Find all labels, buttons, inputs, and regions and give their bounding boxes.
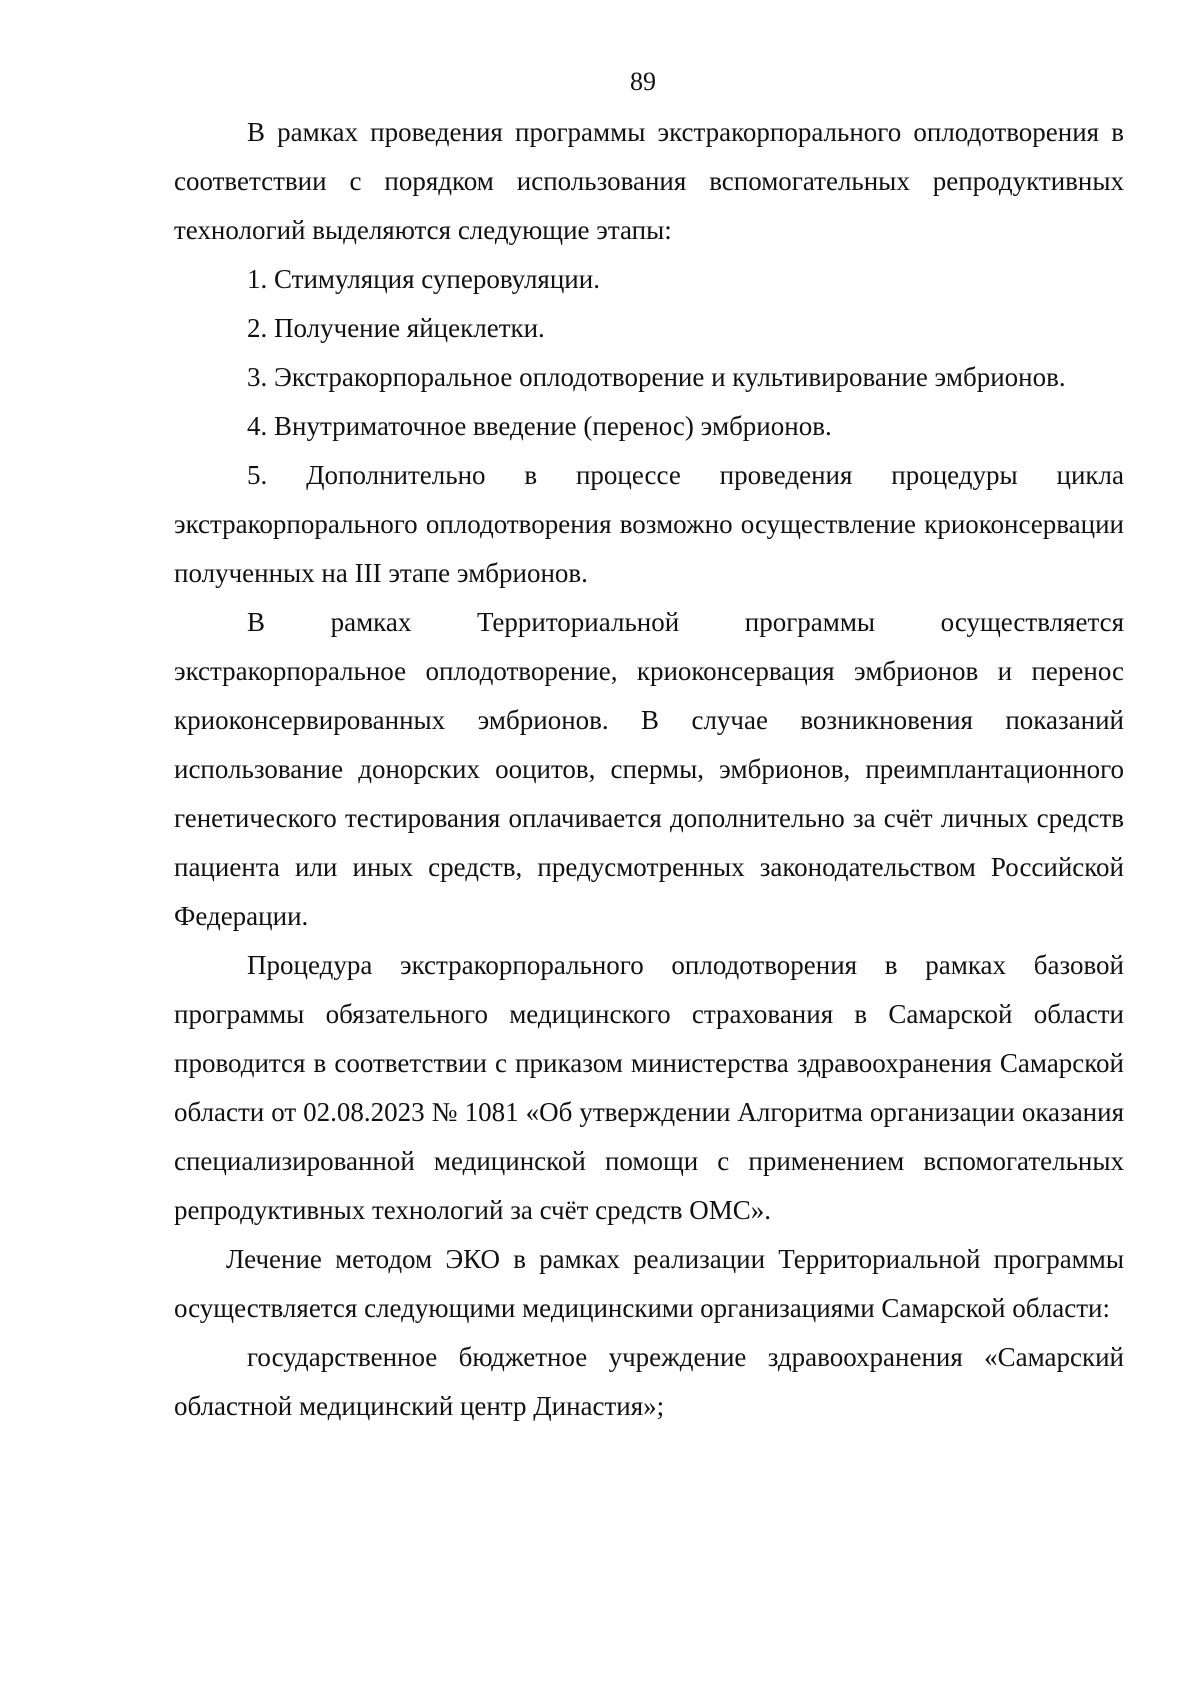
paragraph-intro: В рамках проведения программы экстракорпорального оплодотворения в соответствии с порядком использования вспомогательных репродуктивных технологий выделяются следующие этапы: — [174, 117, 1124, 245]
list-item-stage-3: 3. Экстракорпоральное оплодотворение и культивирование эмбрионов. — [247, 362, 1066, 392]
list-item-stage-2: 2. Получение яйцеклетки. — [247, 313, 545, 343]
list-item-stage-4: 4. Внутриматочное введение (перенос) эмбрионов. — [247, 411, 832, 441]
document-body — [174, 108, 1124, 1431]
paragraph-ivf-procedure: Процедура экстракорпорального оплодотворения в рамках базовой программы обязательного медицинского страхования в Самарской области проводится в соответствии с приказом министерства здравоохранения Самарской области от 02.08.2023 № 1081 «Об утверждении Алгоритма организации оказания специализированной медицинской помощи с применением вспомогательных репродуктивных технологий за счёт средств ОМС». — [174, 950, 1124, 1225]
list-item-stage-1: 1. Стимуляция суперовуляции. — [247, 264, 600, 294]
paragraph-medical-organization: государственное бюджетное учреждение здравоохранения «Самарский областной медицинский центр Династия»; — [174, 1342, 1124, 1421]
page-number: 89 — [630, 67, 656, 96]
list-item-stage-5: 5. Дополнительно в процессе проведения процедуры цикла экстракорпорального оплодотворения возможно осуществление криоконсервации полученных на III этапе эмбрионов. — [174, 460, 1124, 588]
paragraph-ivf-treatment: Лечение методом ЭКО в рамках реализации Территориальной программы осуществляется следующими медицинскими организациями Самарской области: — [174, 1244, 1124, 1323]
paragraph-territorial-program: В рамках Территориальной программы осуществляется экстракорпоральное оплодотворение, криоконсервация эмбрионов и перенос криоконсервированных эмбрионов. В случае возникновения показаний использование донорских ооцитов, спермы, эмбрионов, преимплантационного генетического тестирования оплачивается дополнительно за счёт личных средств пациента или иных средств, предусмотренных законодательством Российской Федерации. — [174, 607, 1124, 931]
